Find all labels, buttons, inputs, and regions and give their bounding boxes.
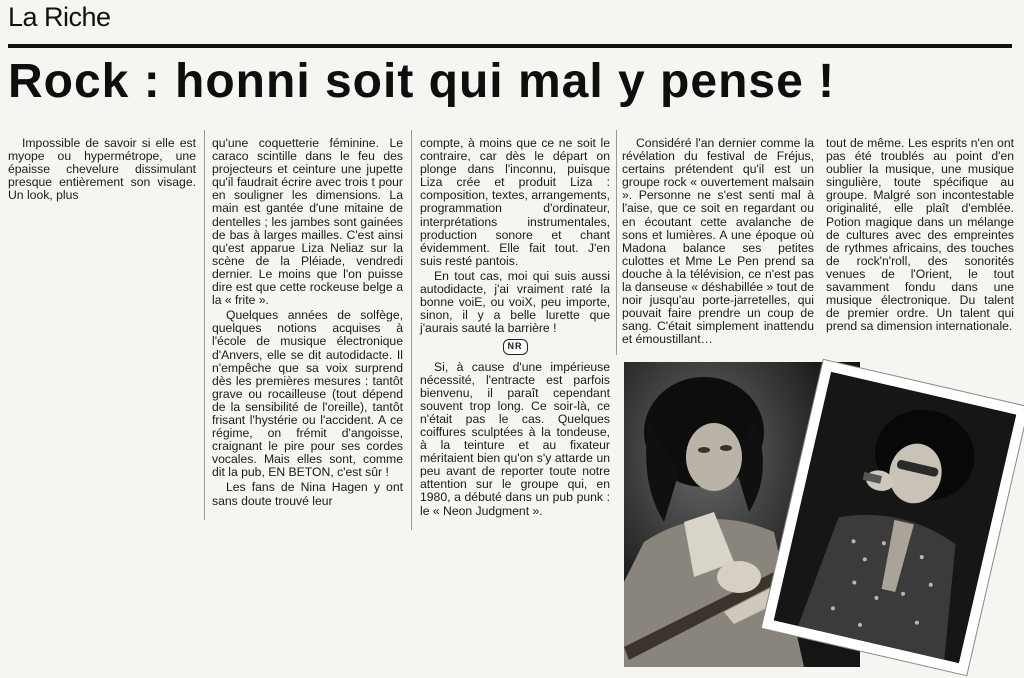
section-label: La Riche [8,2,111,32]
paragraph: Considéré l'an dernier comme la révélation du festival de Fréjus, certains prétendent qu'il est un groupe rock « ouvertement malsain ». Personne ne s'est senti mal à l'aise, que ce soit en regardant ou en écoutant cette avalanche de sons et lumières. A une époque où Madona balance ses petites culottes et Mme Le Pen prend sa douche à la télévision, ce n'est pas la danseuse « déshabillée » tout de noir jusqu'au porte-jarretelles, qui pouvait faire prendre un coup de sang. C'était simplement inattendu et émoustillant… [622,136,814,347]
article-column-1 [8,137,196,204]
singer-image [774,372,1016,663]
newspaper-logo-row [420,339,610,354]
article-column-3 [420,137,610,520]
article-column-2 [212,137,403,510]
header-rule [8,44,1012,48]
newspaper-logo: NR [503,339,528,354]
column-divider [204,130,205,520]
paragraph: qu'une coquetterie féminine. Le caraco scintille dans le feu des projecteurs et ceinture une jupette qu'il faudrait écrire avec trois t pour en souligner les dimensions. La main est gantée d'une mitaine de dentelles ; les jambes sont gainées de bas à larges mailles. C'est ainsi qu'est apparue Liza Neliaz sur la scène de la Pléiade, vendredi dernier. Le moins que l'on puisse dire est que cette rockeuse belge a la « frite ». [212,136,403,308]
paragraph: Si, à cause d'une impérieuse nécessité, l'entracte est parfois bienvenu, il paraît cependant souvent trop long. Ce soir-là, ce n'était pas le cas. Quelques coiffures sculptées à la tondeuse, à la teinture et au fixateur méritaient bien qu'on s'y attarde un peu avant de reporter toute notre attention sur le groupe qui, en 1980, a débuté dans un pub punk : le « Neon Judgment ». [420,359,610,518]
column-divider [411,130,412,530]
paragraph: Les fans de Nina Hagen y ont sans doute trouvé leur [212,480,403,508]
paragraph: Quelques années de solfège, quelques notions acquises à l'école de musique électronique d'Anvers, elle se dit autodidacte. Il n'empêche que sa voix surprend dès les premières mesures : tantôt grave ou rocailleuse (tout dépend de la sensibilité de l'oreille), tantôt frisant l'hystérie ou l'accident. A ce régime, on frémit d'angoisse, craignant le pire pour ses cordes vocales. Mais elles sont, comme dit la pub, EN BETON, c'est sûr ! [212,308,403,480]
article-headline: Rock : honni soit qui mal y pense ! [8,55,836,108]
singer-photo [774,372,1016,663]
paragraph: compte, à moins que ce ne soit le contraire, car dès le départ on plonge dans l'inconnu, puisque Liza crée et produit Liza : composition, textes, arrangements, programmation d'ordinateur, interprétations instrumentales, production sonore et chant évidemment. Elle fait tout. J'en suis resté pantois. [420,136,610,268]
paragraph: En tout cas, moi qui suis aussi autodidacte, j'ai vraiment raté la bonne voiE, ou voiX, peu importe, sinon, il y a belle lurette que j'aurais sauté la barrière ! [420,268,610,336]
article-column-4 [622,137,814,349]
column-divider [616,130,617,355]
paragraph: tout de même. Les esprits n'en ont pas été troublés au point d'en oublier la musique, une musique singulière, toute spécifique au groupe. Malgré son incontestable originalité, elle plaît d'emblée. Potion magique dans un mélange de cultures avec des empreintes de rythmes africains, des touches de rock'n'roll, des sonorités venues de l'Orient, le tout savamment fondu dans une musique électronique. Du talent de premier ordre. Un talent qui prend sa dimension internationale. [826,136,1014,334]
paragraph: Impossible de savoir si elle est myope ou hypermétrope, une épaisse chevelure dissimulant presque entièrement son visage. Un look, plus [8,136,196,203]
article-column-5 [826,137,1014,335]
